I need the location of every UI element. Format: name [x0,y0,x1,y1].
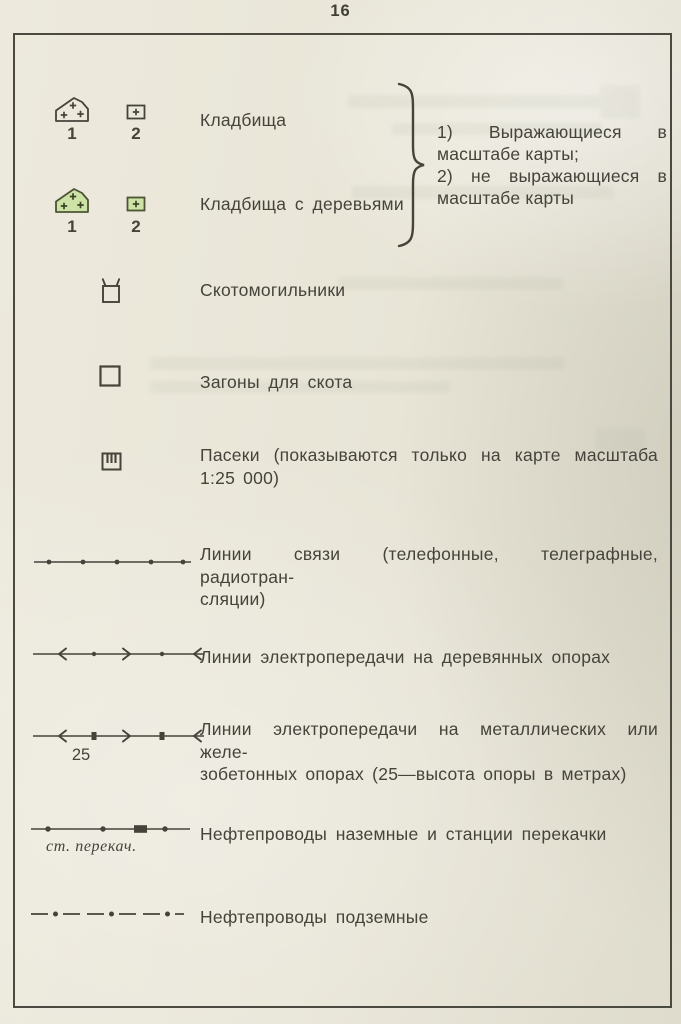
power-line-wood-label: Линии электропередачи на деревянных опорах [200,647,611,667]
scale-note-line: 1) Выражающиеся в [437,122,667,142]
power-line-metal-symbol-icon [32,728,206,744]
communication-lines-label-line: сляции) [200,589,266,609]
curly-brace [395,82,427,248]
power-line-metal-label-line: Линии электропередачи на металлических или желе- [200,719,658,762]
communication-lines-label [200,543,658,611]
cemetery-trees-variant-1-number: 1 [67,217,77,236]
cemetery-trees-symbol-icon [54,186,90,214]
cattle-burial-symbol-icon [98,276,124,304]
cemetery-variant-2-number: 2 [131,124,141,143]
power-line-wood-symbol-icon [32,646,206,662]
apiary-symbol-icon [101,452,122,471]
pole-height-label: 25 [71,746,91,764]
pumping-station-caption: ст. перекач. [46,838,137,855]
cemetery-trees-variant-2-number: 2 [131,217,141,236]
page-number: 16 [330,2,351,20]
power-line-metal-label [200,718,658,786]
scale-note-line: масштабе карты; [437,144,580,164]
power-line-metal-label-line: зобетонных опорах (25—высота опоры в метрах) [200,764,627,784]
apiaries-label [200,444,658,489]
cemetery-small-symbol-icon [126,104,146,120]
scale-note-line: 2) не выражающиеся в [437,166,667,186]
cemeteries-label: Кладбища [200,110,287,130]
pipeline-underground-label: Нефтепроводы подземные [200,907,429,927]
scale-note [437,121,667,209]
pipeline-surface-symbol-icon [30,823,192,835]
cattle-pen-symbol-icon [99,365,121,387]
cattle-burial-label: Скотомогильники [200,280,346,300]
cemetery-variant-1-number: 1 [67,124,77,143]
apiaries-label-line: 1:25 000) [200,467,280,488]
communication-line-symbol-icon [33,556,193,568]
scale-note-line: масштабе карты [437,188,575,208]
communication-lines-label-line: Линии связи (телефонные, телеграфные, радиотран- [200,544,658,587]
cattle-pens-label: Загоны для скота [200,372,353,392]
pipeline-underground-symbol-icon [30,909,190,919]
cemeteries-trees-label: Кладбища с деревьями [200,194,404,214]
pipeline-surface-label: Нефтепроводы наземные и станции перекачки [200,824,607,844]
apiaries-label-line: Пасеки (показываются только на карте масштаба [200,445,658,465]
cemetery-symbol-icon [54,96,90,123]
cemetery-trees-small-symbol-icon [126,196,146,212]
